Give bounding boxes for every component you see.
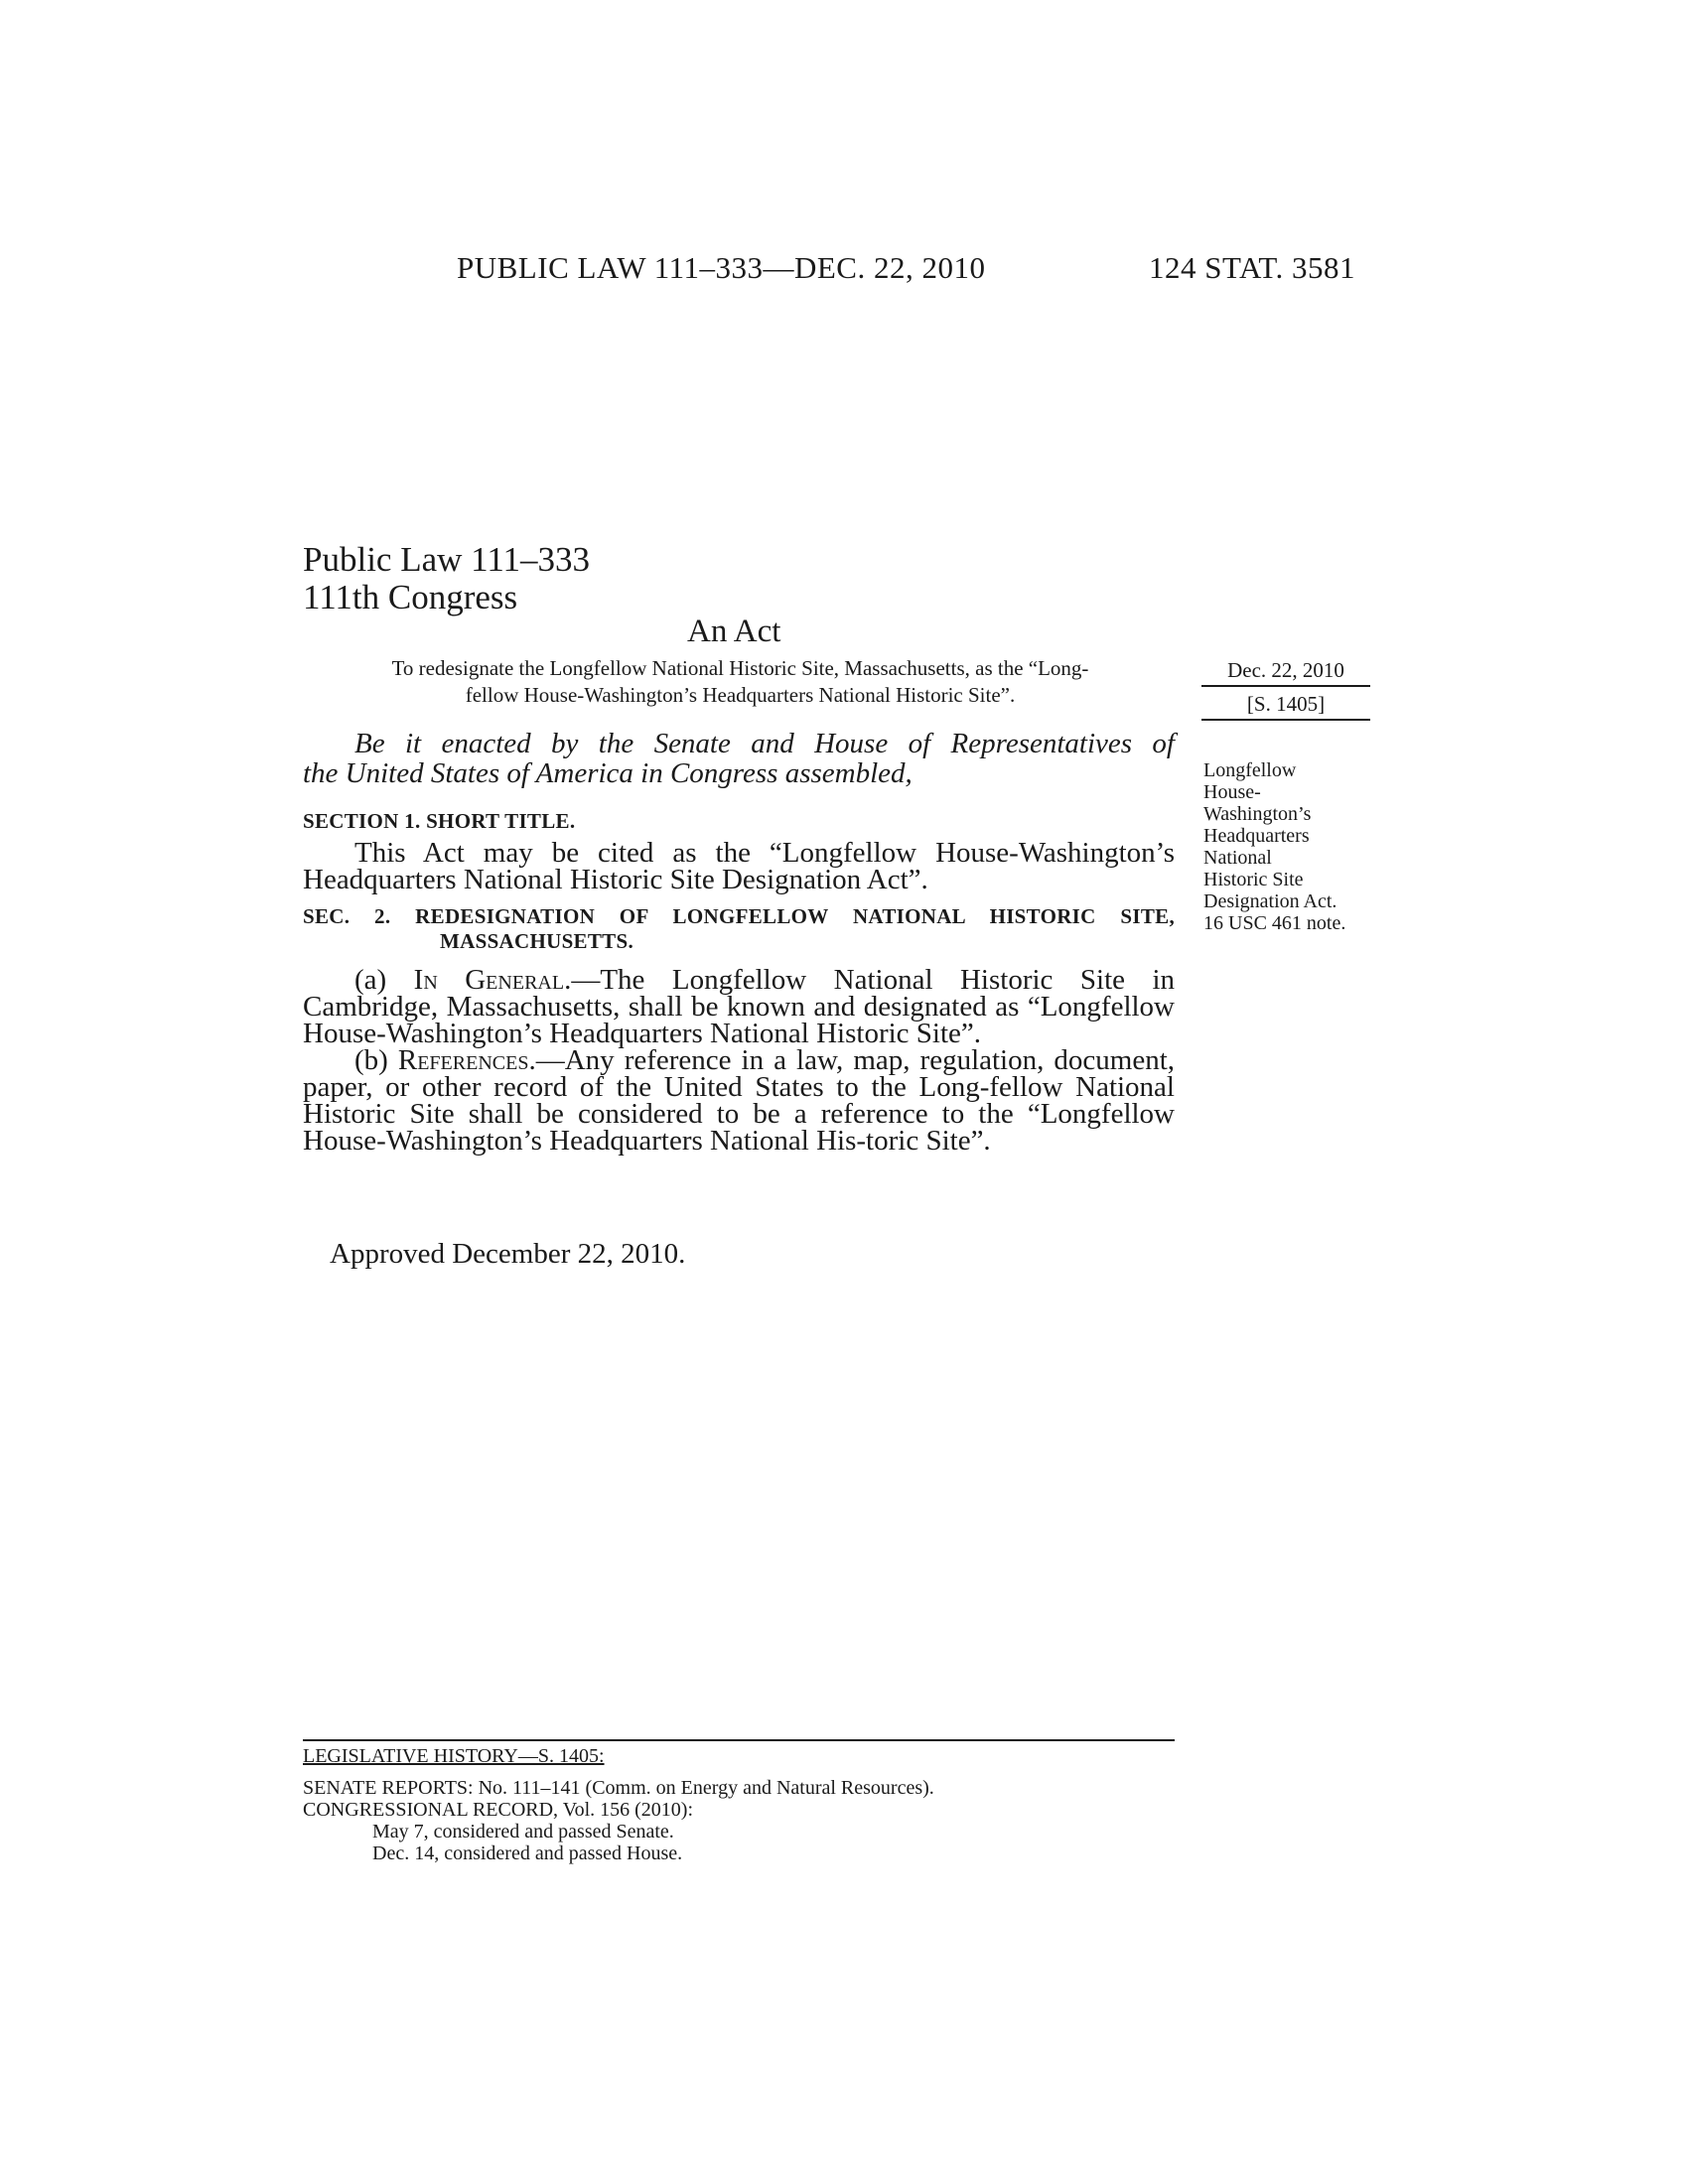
side-note-line-4: Headquarters (1203, 825, 1310, 847)
subsection-b-caption: References (397, 1044, 529, 1076)
side-note-line-8: 16 USC 461 note. (1203, 912, 1346, 934)
subsection-a-caption: In General (413, 964, 565, 996)
subsection-b-text: .—Any reference in a law, map, regulation, document, paper, or other record of the United States to the Long-fellow National Historic Site shall be considered to be a reference to the “Longfellow House-Washington’s Headquarters National His-toric Site”. (303, 1044, 1175, 1157)
long-title (306, 655, 1175, 709)
footnote-rule (303, 1739, 1175, 1741)
subsection-b-label: (b) (354, 1044, 388, 1076)
side-note-line-2: House- (1203, 781, 1261, 803)
subsection-a-label: (a) (354, 964, 387, 996)
congressional-record-entry-1: May 7, considered and passed Senate. (372, 1821, 674, 1843)
act-heading: An Act (687, 614, 781, 649)
section-2-heading-line-2: MASSACHUSETTS. (440, 929, 634, 953)
long-title-line-1: To redesignate the Longfellow National Historic Site, Massachusetts, as the “Long- (391, 656, 1089, 680)
side-note-line-1: Longfellow (1203, 759, 1297, 781)
section-2-heading (303, 904, 1175, 954)
side-note-line-7: Designation Act. (1203, 890, 1337, 912)
law-number: Public Law 111–333 (303, 540, 591, 579)
side-note-line-3: Washington’s (1203, 803, 1312, 825)
bill-number-rule (1201, 719, 1370, 721)
long-title-line-2: fellow House-Washington’s Headquarters National Historic Site”. (465, 683, 1016, 707)
enacting-clause-line-1: Be it enacted by the Senate and House of Representatives of (354, 728, 1175, 759)
legislative-history-heading: LEGISLATIVE HISTORY—S. 1405: (303, 1745, 605, 1767)
congressional-record-entry-2: Dec. 14, considered and passed House. (372, 1843, 683, 1864)
running-head-left: PUBLIC LAW 111–333—DEC. 22, 2010 (457, 250, 986, 285)
subsection-b (303, 1044, 1175, 1157)
section-2-text (303, 964, 1176, 1157)
running-head-right: 124 STAT. 3581 (1149, 250, 1356, 285)
legislative-history (303, 1745, 1196, 1864)
section-1-line-2: Headquarters National Historic Site Designation Act”. (303, 864, 928, 895)
side-note-line-6: Historic Site (1203, 869, 1304, 890)
bill-number: [S. 1405] (1246, 692, 1326, 716)
section-1-heading: SECTION 1. SHORT TITLE. (303, 809, 576, 833)
side-note-line-5: National (1203, 847, 1272, 869)
congressional-record: CONGRESSIONAL RECORD, Vol. 156 (2010): (303, 1799, 693, 1821)
side-note (1203, 759, 1392, 934)
enacting-clause-line-2: the United States of America in Congress assembled, (303, 757, 913, 789)
section-1-line-1: This Act may be cited as the “Longfellow House-Washington’s (354, 837, 1175, 869)
margin-date-block (1201, 657, 1370, 725)
congress-number: 111th Congress (303, 578, 518, 616)
senate-reports: SENATE REPORTS: No. 111–141 (Comm. on Energy and Natural Resources). (303, 1777, 934, 1799)
margin-date: Dec. 22, 2010 (1227, 658, 1344, 682)
subsection-a (303, 964, 1176, 1049)
margin-date-rule (1201, 685, 1370, 687)
section-1-text (303, 837, 1175, 895)
approved-line: Approved December 22, 2010. (330, 1238, 686, 1270)
enacting-clause (303, 729, 1175, 788)
title-block (303, 541, 590, 616)
section-2-heading-line-1: SEC. 2. REDESIGNATION OF LONGFELLOW NATIONAL HISTORIC SITE, (303, 904, 1175, 928)
subsection-a-text: .—The Longfellow National Historic Site in Cambridge, Massachusetts, shall be known and designated as “Longfellow House-Washington’s Headquarters National Historic Site”. (303, 964, 1176, 1049)
